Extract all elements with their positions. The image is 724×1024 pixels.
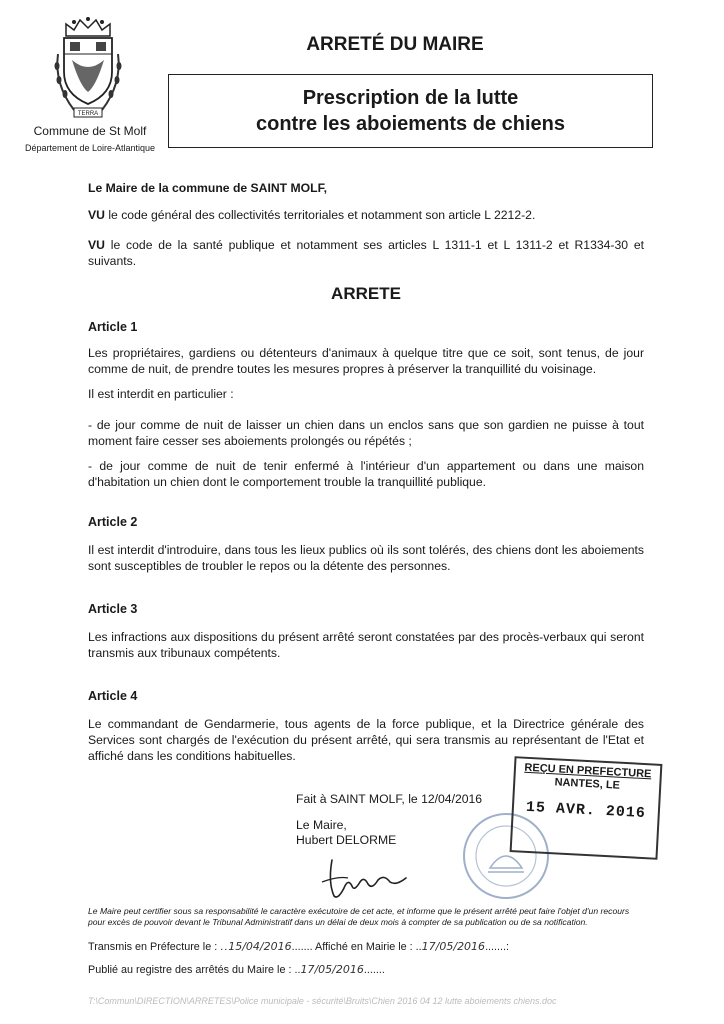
commune-crest-logo <box>52 14 124 122</box>
handwritten-signature <box>318 852 410 904</box>
document-title: ARRETÉ DU MAIRE <box>306 34 484 55</box>
crest-ribbon-text: TERRA <box>77 111 99 117</box>
article-4-title: Article 4 <box>88 689 138 703</box>
prefecture-reception-stamp <box>510 756 663 860</box>
signatory-role: Le Maire, <box>296 818 347 832</box>
vu-paragraph-2: VU le code de la santé publique et notamment ses articles L 1311-1 et L 1311-2 et R1334-30 et suivants. <box>88 238 644 268</box>
registry-date: 17/05/2016 <box>300 963 364 976</box>
stamp-line-2: NANTES, LE <box>554 776 621 792</box>
article-2-paragraph: Il est interdit d'introduire, dans tous les lieux publics où ils sont tolérés, des chiens dont les aboiements sont susceptibles de troubler le repos ou la détente des personnes. <box>88 543 644 573</box>
legal-notice: Le Maire peut certifier sous sa responsabilité le caractère exécutoire de cet acte, et informe que le présent arrêté peut faire l'objet d'un recours pour excès de pouvoir devant le Tribunal Administratif dans un délai de deux mois à compter de sa publication ou de sa notification. <box>88 906 630 927</box>
article-1-paragraph: Les propriétaires, gardiens ou détenteurs d'animaux à quelque titre que ce soit, sont tenus, de jour comme de nuit, de prendre toutes les mesures propres à préserver la tranquillité du voisinage. <box>88 346 644 376</box>
place-date: Fait à SAINT MOLF, le 12/04/2016 <box>296 792 483 806</box>
transmission-line: Transmis en Préfecture le : ..15/04/2016....... Affiché en Mairie le : ..17/05/2016.......: <box>88 940 510 953</box>
file-path-footer: T:\Commun\DIRECTION\ARRETES\Police municipale - sécurité\Bruits\Chien 2016 04 12 lutte aboiements chiens.doc <box>88 996 557 1006</box>
vu-label: VU <box>88 238 105 252</box>
subject-line-2: contre les aboiements de chiens <box>256 113 565 135</box>
article-2-title: Article 2 <box>88 515 138 529</box>
registry-line: Publié au registre des arrêtés du Maire le : ..17/05/2016....... <box>88 963 385 976</box>
subject-line-1: Prescription de la lutte <box>302 87 519 109</box>
article-4-paragraph: Le commandant de Gendarmerie, tous agents de la force publique, et la Directrice générale des Services sont chargés de l'exécution du présent arrêté, qui sera transmis au représentant de l'Etat et affiché dans les conditions habituelles. <box>88 717 644 763</box>
commune-name: Commune de St Molf <box>33 124 147 138</box>
article-1-title: Article 1 <box>88 320 138 334</box>
arrete-heading: ARRETE <box>331 284 401 303</box>
stamp-date: 15 AVR. 2016 <box>525 798 647 823</box>
prefecture-date: 15/04/2016 <box>228 940 292 953</box>
subject-box <box>168 74 653 148</box>
article-3-title: Article 3 <box>88 602 138 616</box>
article-1-paragraph: - de jour comme de nuit de tenir enfermé à l'intérieur d'un appartement ou dans une maison d'habitation un chien dont le comportement trouble la tranquillité publique. <box>88 459 644 489</box>
vu-label: VU <box>88 208 105 222</box>
department-name: Département de Loire-Atlantique <box>24 143 156 153</box>
article-1-paragraph: - de jour comme de nuit de laisser un chien dans un enclos sans que son gardien ne puisse à tout moment faire cesser ses aboiements prolongés ou répétés ; <box>88 418 644 448</box>
vu-paragraph-1: VU le code général des collectivités territoriales et notamment son article L 2212-2. <box>88 208 536 222</box>
mayor-line: Le Maire de la commune de SAINT MOLF, <box>88 181 328 195</box>
article-3-paragraph: Les infractions aux dispositions du présent arrêté seront constatées par des procès-verbaux qui seront transmis aux tribunaux compétents. <box>88 630 644 660</box>
stamp-line-1: REÇU EN PREFECTURE <box>524 761 652 781</box>
signatory-name: Hubert DELORME <box>296 833 397 847</box>
article-1-paragraph: Il est interdit en particulier : <box>88 387 234 401</box>
affiche-date: 17/05/2016 <box>421 940 486 953</box>
